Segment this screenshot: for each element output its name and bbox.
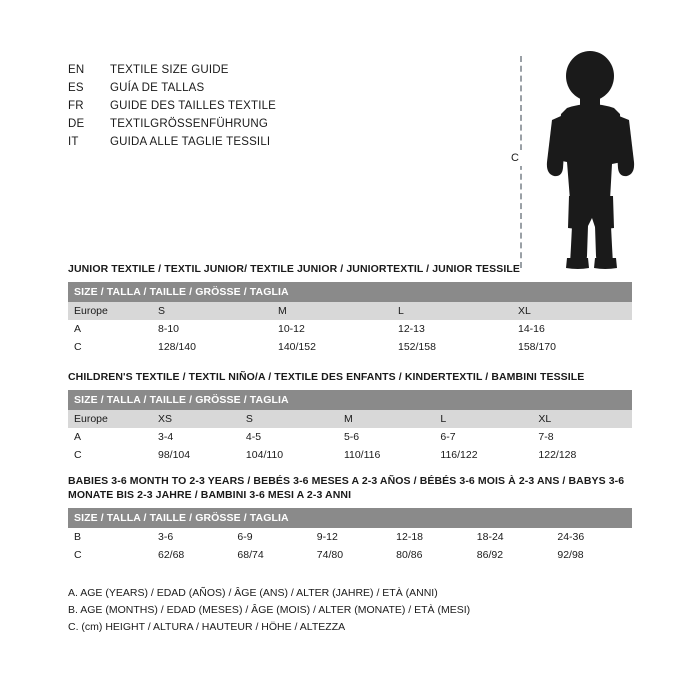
table-header-row <box>68 390 632 410</box>
cell: 10-12 <box>272 320 392 338</box>
table-row <box>68 428 632 446</box>
cell: 110/116 <box>338 446 434 464</box>
cell: XS <box>152 410 240 428</box>
cell: 158/170 <box>512 338 632 356</box>
language-code: DE <box>68 118 85 130</box>
cell: 8-10 <box>152 320 272 338</box>
height-measure-label: C <box>508 150 522 166</box>
row-label: A <box>68 320 152 338</box>
section-children-textile <box>68 370 632 464</box>
row-label: C <box>68 546 152 564</box>
size-header-label: SIZE / TALLA / TAILLE / GRÖSSE / TAGLIA <box>68 390 632 410</box>
language-text: GUÍA DE TALLAS <box>110 82 205 94</box>
section-junior-textile <box>68 262 632 356</box>
cell: M <box>272 302 392 320</box>
cell: 128/140 <box>152 338 272 356</box>
row-label: C <box>68 446 152 464</box>
cell: 116/122 <box>434 446 532 464</box>
table-row <box>68 302 632 320</box>
row-label: A <box>68 428 152 446</box>
table-row <box>68 410 632 428</box>
row-label: B <box>68 528 152 546</box>
language-code: IT <box>68 136 79 148</box>
cell: XL <box>532 410 632 428</box>
language-row <box>68 82 398 100</box>
section-title: CHILDREN'S TEXTILE / TEXTIL NIÑO/A / TEXTILE DES ENFANTS / KINDERTEXTIL / BAMBINI TESSILE <box>68 371 585 383</box>
cell: 104/110 <box>240 446 338 464</box>
cell: 6-9 <box>231 528 310 546</box>
section-title: JUNIOR TEXTILE / TEXTIL JUNIOR/ TEXTILE JUNIOR / JUNIORTEXTIL / JUNIOR TESSILE <box>68 263 520 275</box>
cell: 140/152 <box>272 338 392 356</box>
cell: L <box>392 302 512 320</box>
cell: 86/92 <box>471 546 552 564</box>
language-code: EN <box>68 64 85 76</box>
cell: 98/104 <box>152 446 240 464</box>
table-header-row <box>68 508 632 528</box>
language-row <box>68 64 398 82</box>
cell: 62/68 <box>152 546 231 564</box>
section-title: BABIES 3-6 MONTH TO 2-3 YEARS / BEBÉS 3-6 MESES A 2-3 AÑOS / BÉBÉS 3-6 MOIS À 2-3 ANS / BABYS 3-6 MONATE BIS 2-3 JAHRE / BAMBINI 3-6 MESI A 2-3 ANNI <box>68 475 625 501</box>
cell: 122/128 <box>532 446 632 464</box>
cell: 3-4 <box>152 428 240 446</box>
language-text: GUIDE DES TAILLES TEXTILE <box>110 100 277 112</box>
cell: 74/80 <box>311 546 390 564</box>
cell: 3-6 <box>152 528 231 546</box>
height-figure <box>500 50 660 275</box>
row-label: C <box>68 338 152 356</box>
table-row <box>68 338 632 356</box>
cell: M <box>338 410 434 428</box>
size-header-label: SIZE / TALLA / TAILLE / GRÖSSE / TAGLIA <box>68 508 632 528</box>
cell: 6-7 <box>434 428 532 446</box>
table-row <box>68 546 632 564</box>
language-text: GUIDA ALLE TAGLIE TESSILI <box>110 136 271 148</box>
language-row <box>68 100 398 118</box>
cell: 9-12 <box>311 528 390 546</box>
cell: 68/74 <box>231 546 310 564</box>
table-row <box>68 446 632 464</box>
language-code: ES <box>68 82 84 94</box>
babies-size-table <box>68 508 632 564</box>
cell: 24-36 <box>551 528 632 546</box>
row-label: Europe <box>68 410 152 428</box>
language-code: FR <box>68 100 84 112</box>
cell: 14-16 <box>512 320 632 338</box>
size-header-label: SIZE / TALLA / TAILLE / GRÖSSE / TAGLIA <box>68 282 632 302</box>
cell: 152/158 <box>392 338 512 356</box>
table-row <box>68 320 632 338</box>
legend-line: C. (cm) HEIGHT / ALTURA / HAUTEUR / HÖHE / ALTEZZA <box>68 621 346 633</box>
legend <box>68 585 628 636</box>
table-row <box>68 528 632 546</box>
section-babies-textile <box>68 474 632 564</box>
cell: 18-24 <box>471 528 552 546</box>
cell: L <box>434 410 532 428</box>
cell: 92/98 <box>551 546 632 564</box>
language-row <box>68 136 398 154</box>
row-label: Europe <box>68 302 152 320</box>
cell: 5-6 <box>338 428 434 446</box>
cell: 7-8 <box>532 428 632 446</box>
table-header-row <box>68 282 632 302</box>
legend-line: A. AGE (YEARS) / EDAD (AÑOS) / ÂGE (ANS) / ALTER (JAHRE) / ETÀ (ANNI) <box>68 587 438 599</box>
language-header <box>68 64 398 154</box>
legend-line: B. AGE (MONTHS) / EDAD (MESES) / ÂGE (MOIS) / ALTER (MONATE) / ETÀ (MESI) <box>68 604 471 616</box>
cell: 80/86 <box>390 546 471 564</box>
language-text: TEXTILGRÖSSENFÜHRUNG <box>110 118 268 130</box>
cell: S <box>240 410 338 428</box>
cell: 12-18 <box>390 528 471 546</box>
children-size-table <box>68 390 632 464</box>
cell: XL <box>512 302 632 320</box>
cell: S <box>152 302 272 320</box>
cell: 4-5 <box>240 428 338 446</box>
language-row <box>68 118 398 136</box>
junior-size-table <box>68 282 632 356</box>
cell: 12-13 <box>392 320 512 338</box>
child-silhouette-icon <box>534 50 644 275</box>
language-text: TEXTILE SIZE GUIDE <box>110 64 229 76</box>
